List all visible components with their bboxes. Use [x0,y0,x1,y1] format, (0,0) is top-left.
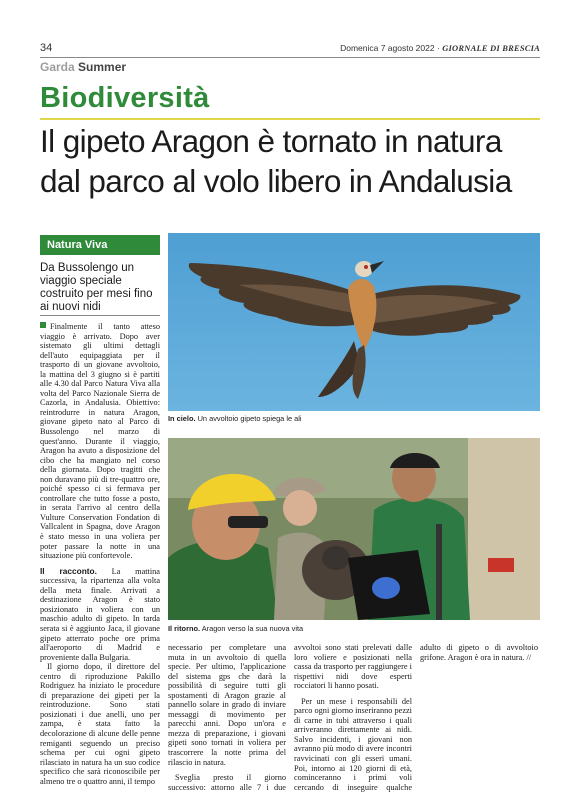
kicker: Biodiversità [40,82,210,114]
issue-date: Domenica 7 agosto 2022 [340,43,435,53]
photo-caption-2: Il ritorno. Aragon verso la sua nuova vita [168,624,304,633]
article-continuation [168,643,538,793]
header-rule [40,57,540,58]
header-separator: · [436,43,440,53]
handlers-illustration [168,438,540,620]
newspaper-name: GIORNALE DI BRESCIA [442,43,540,53]
end-mark: // [526,652,532,662]
section-part-2: Summer [78,60,127,74]
paragraph-racconto: Il racconto. La mattina successiva, la ripartenza alla volta della meta finale. Arrivati a destinazione Aragon è stato posizionato in voliera con un maschio adulto di gipeto. In tarda serata si è aggiunto Jaca, il giovane gipeto atterrato poche ore prima all'aeroporto di Madrid e proveniente dalla Bulgaria. [40,565,160,662]
headline-line-2: dal parco al volo libero in Andalusia [40,163,512,199]
paragraph-continued: necessario per completare una muta in un avvoltoio di quella specie. Per ultimo, l'applicazione del sistema gps che darà la possibilità di seguire tutti gli spostamenti di Aragon grazie al pannello solare in grado di inviare messaggi di movimento per parecchi anni. Dopo un'ora e mezza di preparazione, i giovani gipeti sono tornati in voliera per trascorrere la notte prima del rilascio in natura. [168,643,286,767]
subhead-rule [40,315,160,316]
photo-vulture-release [168,438,540,620]
article-column-1 [40,322,160,792]
headline [40,121,550,201]
paragraph-preparation: Il giorno dopo, il direttore del centro di riproduzione Pakillo Rodriguez ha iniziato le procedure di preparazione dei gipeti per la reintroduzione. Sono stati posizionati i due anelli, uno per zampa, è stata fatto la decolorazione di alcune delle penne remiganti seguendo un preciso schema per cui ogni gipeto rilasciato in natura ha un suo codice specifico che sarà riconoscibile per almeno tre o quattro anni, il tempo [40,662,160,786]
vulture-illustration [168,233,540,411]
box-label: Natura Viva [40,235,160,255]
paragraph-conclusion: Per un mese i responsabili del parco ogni giorno inseriranno pezzi di carne in tubi attraverso i quali arriveranno direttamente ai nidi. Salvo incidenti, i giovani non avranno più modo di avere incontri ravvicinati con gli esseri umani. Poi, intorno ai 120 giorni di età, cominceranno i primi voli cercando di inseguire qualche adulto di gipeto o di avvoltoio grifone. Aragon è ora in natura. // [294,643,538,792]
photo-caption-1: In cielo. Un avvoltoio gipeto spiega le ali [168,414,302,423]
bullet-icon [40,322,46,328]
paragraph-release: Sveglia presto il giorno successivo: attorno alle 7 i due avvoltoi sono stati prelevati dalle loro voliere e posizionati nella cassa da trasporto per raggiungere i rispettivi nidi dove esperti rocciatori li hanno posati. [168,643,412,792]
paragraph-intro: Finalmente il tanto atteso viaggio è arrivato. Dopo aver sistemato gli ultimi dettagli dell'auto equipaggiata per il trasporto di un giovane avvoltoio, la mattina del 3 giugno si è partiti alle 4.30 dal Parco Natura Viva alla volta del Parco Nazionale Sierra de Cazorla, in Andalusia. Obiettivo: reintrodurre in natura Aragon, giovane gipeto nato al Parco di Bussolengo nel marzo di quest'anno. Durante il viaggio, Aragon ha avuto a disposizione del cibo che ha mangiato nel corso della giornata. Dopo tragitti che non duravano più di tre-quattro ore, poiché spesso ci si fermava per controllare che tutto fosse a posto, in serata l'arrivo al centro della Vulture Conservation Fondation di Vallcalent in Spagna, dove Aragon è stato messo in una voliera per poter passare la notte in una situazione più confortevole. [40,322,160,561]
subhead: Da Bussolengo un viaggio speciale costruito per mesi fino ai nuovi nidi [40,262,153,313]
section-part-1: Garda [40,60,75,74]
section-label [40,60,126,74]
paragraph-lead: Il racconto. [40,565,97,576]
page-header [40,42,540,58]
page-number: 34 [40,42,53,54]
kicker-rule [40,118,540,120]
headline-line-1: Il gipeto Aragon è tornato in natura [40,123,502,159]
photo-vulture-flying [168,233,540,411]
date-and-paper [340,43,540,53]
